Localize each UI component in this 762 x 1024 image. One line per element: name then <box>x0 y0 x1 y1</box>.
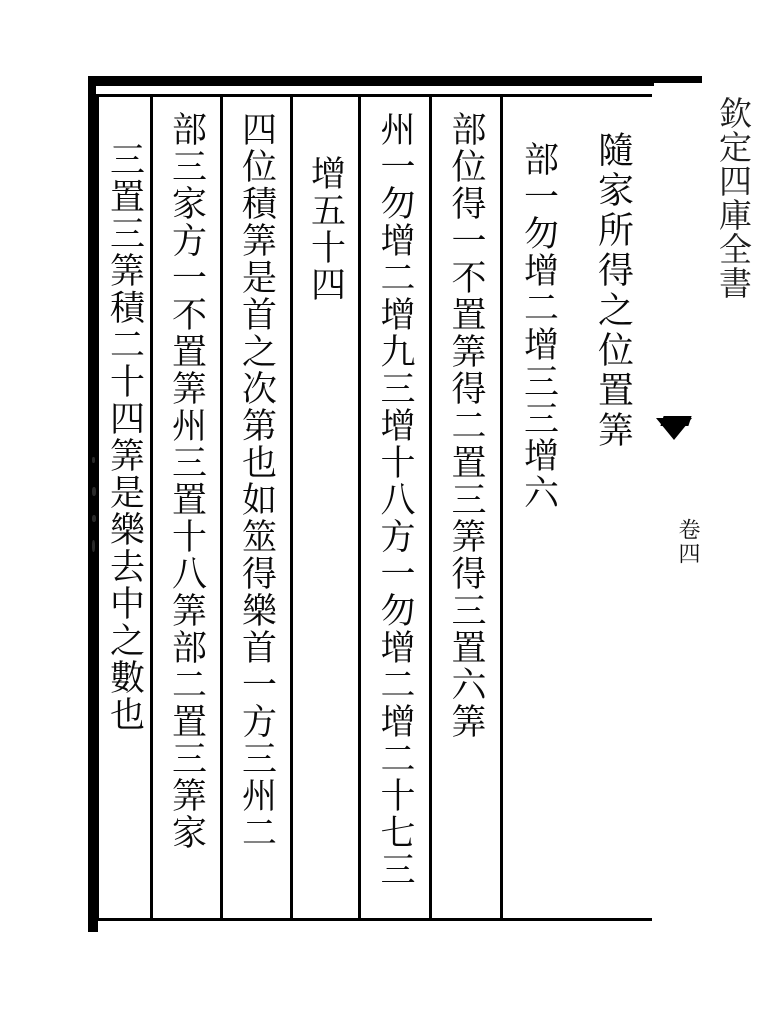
book-title: 欽定四庫全書 <box>714 96 753 300</box>
column-text: 部三家方一不置筭州三置十八筭部二置三筭家 <box>166 111 207 851</box>
text-column-6 <box>150 97 220 918</box>
text-column-4 <box>290 97 358 918</box>
column-text: 四位積筭是首之次第也如筮得樂首一方三州二 <box>236 111 277 851</box>
print-speck <box>92 540 95 552</box>
page-frame-top-bar <box>88 76 654 86</box>
text-column-7 <box>96 97 150 918</box>
volume-label: 卷四 <box>675 518 700 566</box>
print-speck <box>92 487 96 496</box>
column-text: 三置三筭積二十四筭是樂去中之數也 <box>104 141 145 733</box>
text-column-3 <box>358 97 429 918</box>
margin-band <box>654 86 754 921</box>
column-text: 部一勿增二增三三增六 <box>518 141 559 511</box>
page-frame-bottom-rule <box>96 918 652 921</box>
text-column-1 <box>500 97 574 918</box>
section-heading: 隨家所得之位置筭 <box>592 131 634 451</box>
fishtail-tip-icon <box>656 418 692 440</box>
column-text: 州一勿增二增九三增十八方一勿增二增二十七三 <box>375 111 416 888</box>
text-columns <box>96 97 652 918</box>
print-speck <box>92 515 96 522</box>
text-column-5 <box>220 97 290 918</box>
text-column-2 <box>429 97 500 918</box>
text-column-heading <box>574 97 652 918</box>
column-text: 增五十四 <box>305 155 346 303</box>
page-frame-bottom-tick <box>88 918 98 932</box>
print-speck <box>92 457 95 463</box>
column-text: 部位得一不置筭得二置三筭得三置六筭 <box>446 111 487 740</box>
